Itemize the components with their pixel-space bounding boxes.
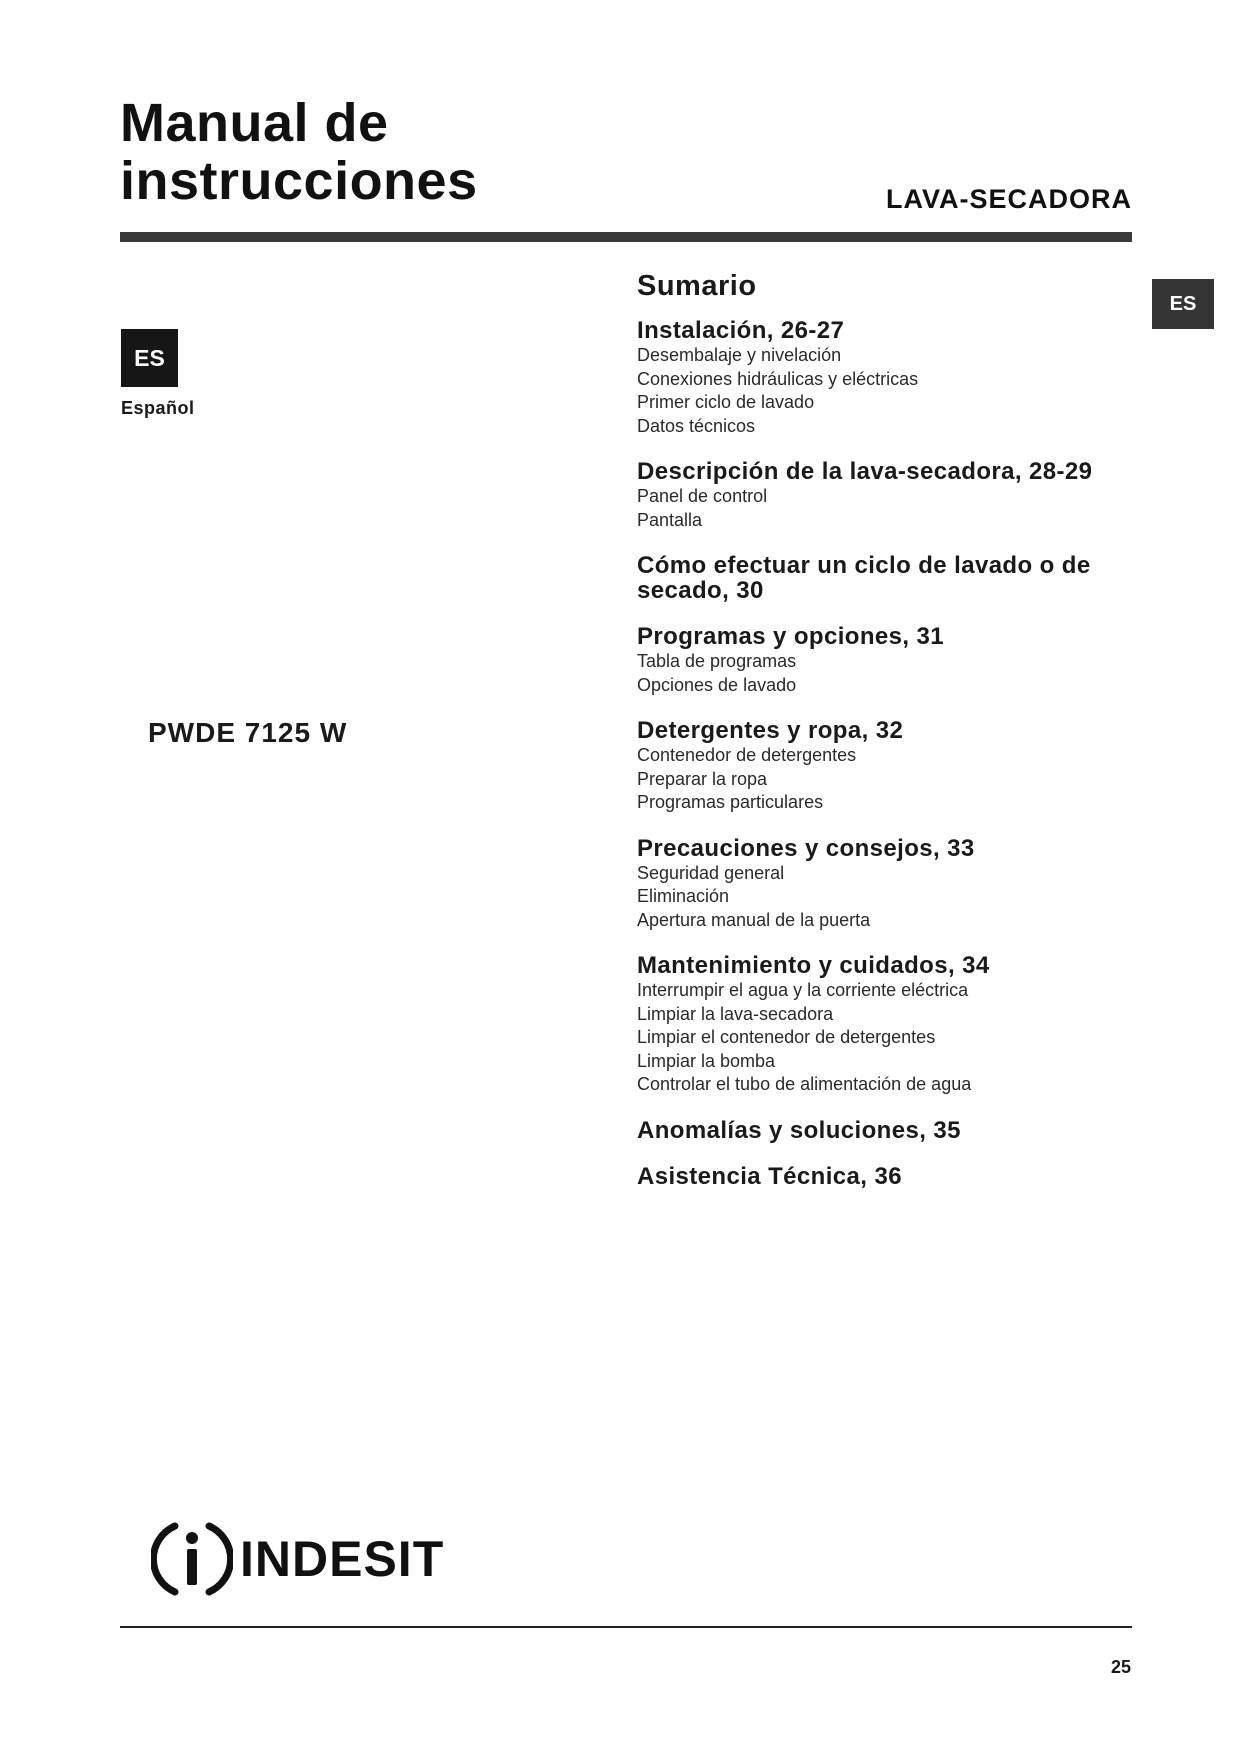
toc-subitem: Opciones de lavado	[637, 674, 797, 695]
toc-subitem: Programas particulares	[637, 792, 824, 812]
toc-section	[637, 953, 1137, 1097]
toc-section-title: Detergentes y ropa, 32	[637, 717, 904, 744]
toc-subitem-list	[637, 979, 1137, 1097]
toc-section-title: Programas y opciones, 31	[637, 623, 945, 650]
header-rule	[120, 232, 1132, 242]
toc-section-title: Precauciones y consejos, 33	[637, 834, 975, 862]
toc-subitem: Tabla de programas	[637, 651, 797, 671]
toc-subitem: Interrumpir el agua y la corriente eléctrica	[637, 980, 969, 1000]
title-line-2: instrucciones	[120, 151, 478, 211]
document-title	[120, 94, 478, 210]
toc-section	[637, 1118, 1137, 1143]
toc-subitem: Desembalaje y nivelación	[637, 345, 842, 365]
language-edge-tab: ES	[1152, 279, 1214, 329]
toc-subitem: Contenedor de detergentes	[637, 745, 857, 765]
toc-section-title: Cómo efectuar un ciclo de lavado o de secado, 30	[637, 552, 1091, 604]
toc-subitem: Apertura manual de la puerta	[637, 909, 871, 930]
toc-section-title: Descripción de la lava-secadora, 28-29	[637, 458, 1093, 485]
toc-section-title: Asistencia Técnica, 36	[637, 1162, 902, 1190]
toc-section	[637, 718, 1137, 815]
toc-subitem: Panel de control	[637, 486, 768, 506]
toc-subitem: Limpiar la bomba	[637, 1050, 776, 1071]
language-name: Español	[121, 398, 195, 418]
footer-rule	[120, 1626, 1132, 1628]
toc-section-title: Instalación, 26-27	[637, 317, 845, 344]
toc-subitem-list	[637, 862, 1137, 933]
language-badge: ES	[121, 329, 178, 387]
toc-section	[637, 1164, 1137, 1189]
model-number: PWDE 7125 W	[148, 717, 348, 748]
page-number: 25	[1110, 1657, 1131, 1677]
toc-sections	[637, 318, 1137, 1189]
brand-name: INDESIT	[240, 1531, 445, 1587]
toc-subitem: Limpiar la lava-secadora	[637, 1003, 834, 1024]
toc-subitem: Conexiones hidráulicas y eléctricas	[637, 368, 919, 389]
toc-subitem: Seguridad general	[637, 862, 785, 883]
table-of-contents	[637, 268, 1137, 1210]
indesit-logo-icon	[151, 1518, 233, 1600]
brand-logo	[151, 1518, 444, 1600]
title-line-1: Manual de	[120, 93, 389, 153]
toc-subitem: Preparar la ropa	[637, 768, 768, 789]
toc-section-title: Mantenimiento y cuidados, 34	[637, 952, 990, 979]
toc-section	[637, 836, 1137, 933]
toc-subitem: Controlar el tubo de alimentación de agua	[637, 1074, 972, 1094]
toc-subitem: Eliminación	[637, 886, 730, 906]
toc-subitem-list	[637, 744, 1137, 815]
toc-section	[637, 553, 1137, 603]
toc-section-title: Anomalías y soluciones, 35	[637, 1116, 961, 1144]
product-type: LAVA-SECADORA	[886, 184, 1132, 214]
toc-subitem-list	[637, 485, 1137, 532]
toc-subitem: Pantalla	[637, 509, 703, 530]
toc-heading: Sumario	[637, 270, 757, 302]
toc-section	[637, 459, 1137, 532]
toc-subitem-list	[637, 650, 1137, 697]
toc-section	[637, 318, 1137, 438]
toc-subitem: Datos técnicos	[637, 415, 756, 436]
toc-subitem: Limpiar el contenedor de detergentes	[637, 1027, 936, 1047]
toc-subitem-list	[637, 344, 1137, 438]
toc-subitem: Primer ciclo de lavado	[637, 392, 815, 412]
toc-section	[637, 624, 1137, 697]
